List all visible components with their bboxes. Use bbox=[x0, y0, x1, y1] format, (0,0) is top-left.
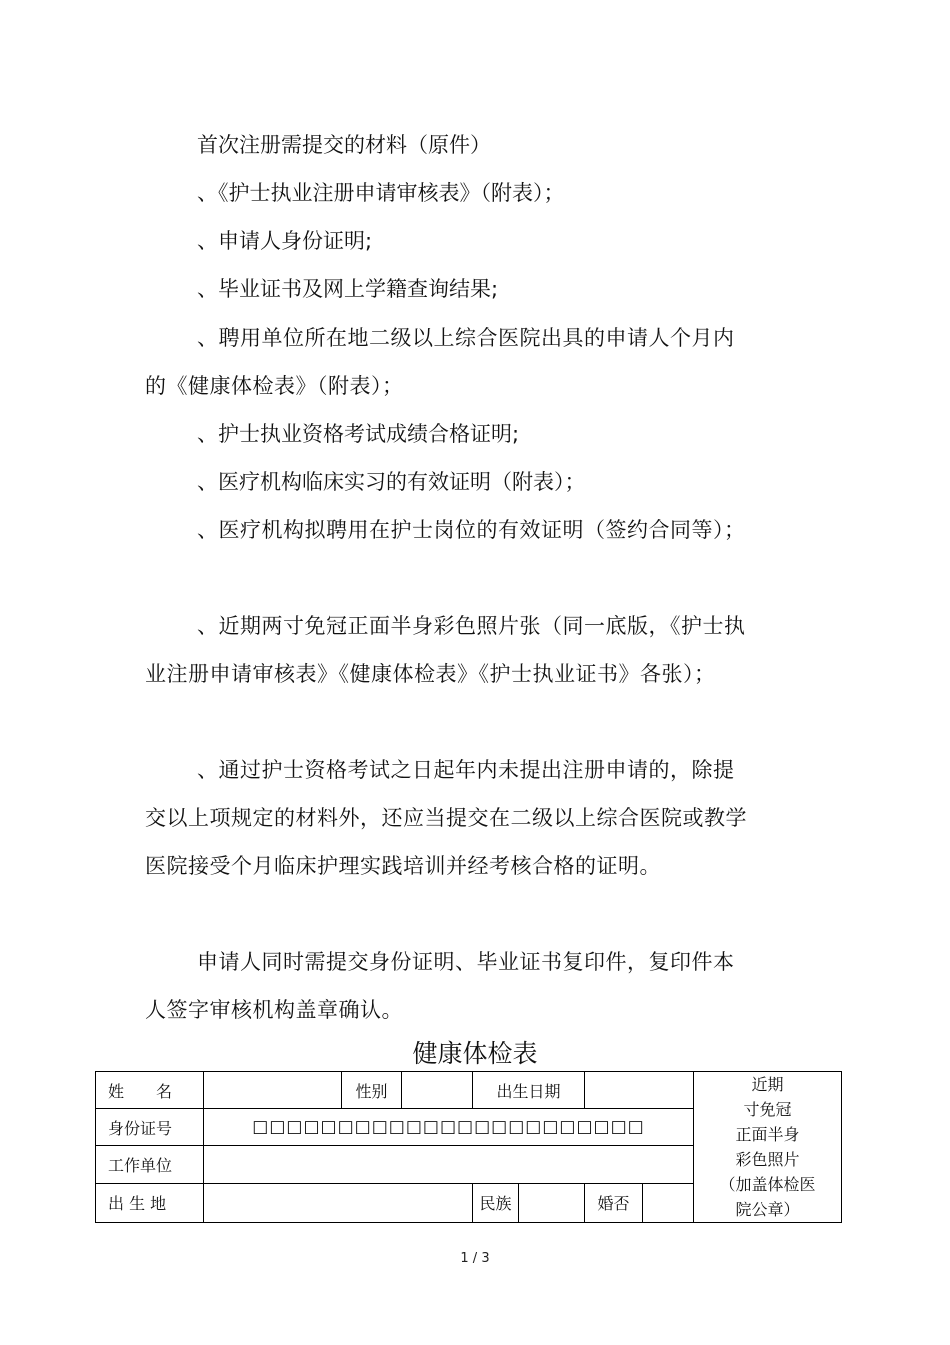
ethnicity-field[interactable] bbox=[519, 1183, 585, 1222]
name-field[interactable] bbox=[204, 1072, 342, 1109]
form-title: 健康体检表 bbox=[412, 1039, 538, 1068]
photo-area bbox=[694, 1072, 842, 1223]
photo-line: 近期 bbox=[751, 1075, 784, 1094]
work-unit-field[interactable] bbox=[204, 1146, 694, 1183]
photo-line: 彩色照片 bbox=[735, 1150, 800, 1169]
id-number-boxes[interactable]: □□□□□□□□□□□□□□□□□□□□□□□ bbox=[204, 1109, 694, 1146]
work-unit-label: 工作单位 bbox=[96, 1146, 204, 1183]
list-item: 、《护士执业注册申请审核表》（附表）； bbox=[197, 181, 565, 205]
gender-field[interactable] bbox=[402, 1072, 473, 1109]
list-item: 、医疗机构临床实习的有效证明（附表）； bbox=[197, 470, 586, 494]
list-item: 、申请人身份证明; bbox=[197, 229, 373, 253]
marital-label: 婚否 bbox=[585, 1183, 643, 1222]
list-item: 、医疗机构拟聘用在护士岗位的有效证明（签约合同等）； bbox=[197, 518, 746, 542]
id-label: 身份证号 bbox=[96, 1109, 204, 1146]
list-item: 、通过护士资格考试之日起年内未提出注册申请的，除提交以上项规定的材料外，还应当提交在二级以上综合医院或教学医院接受个月临床护理实践培训并经考核合格的证明。 bbox=[145, 758, 747, 878]
photo-line: （加盖体检医 bbox=[719, 1175, 816, 1194]
name-label: 姓 名 bbox=[96, 1072, 204, 1109]
list-item: 、护士执业资格考试成绩合格证明; bbox=[197, 422, 520, 446]
photo-line: 院公章） bbox=[735, 1200, 800, 1219]
section-heading: 首次注册需提交的材料（原件） bbox=[197, 133, 491, 157]
birthplace-label: 出 生 地 bbox=[96, 1183, 204, 1222]
ethnicity-label: 民族 bbox=[473, 1183, 519, 1222]
list-item: 、聘用单位所在地二级以上综合医院出具的申请人个月内的《健康体检表》（附表）； bbox=[145, 326, 735, 398]
birthplace-field[interactable] bbox=[204, 1183, 473, 1222]
health-exam-form bbox=[95, 1071, 842, 1223]
marital-field[interactable] bbox=[643, 1183, 694, 1222]
list-item: 、毕业证书及网上学籍查询结果; bbox=[197, 277, 499, 301]
gender-label: 性别 bbox=[342, 1072, 402, 1109]
closing-paragraph: 申请人同时需提交身份证明、毕业证书复印件，复印件本人签字审核机构盖章确认。 bbox=[145, 950, 735, 1022]
photo-line: 正面半身 bbox=[735, 1125, 800, 1144]
birthdate-field[interactable] bbox=[585, 1072, 694, 1109]
birthdate-label: 出生日期 bbox=[473, 1072, 585, 1109]
page-number: 1 / 3 bbox=[460, 1251, 490, 1266]
photo-line: 寸免冠 bbox=[743, 1100, 792, 1119]
list-item: 、近期两寸免冠正面半身彩色照片张（同一底版，《护士执业注册申请审核表》《健康体检表》《护士执业证书》各张）； bbox=[145, 614, 746, 686]
